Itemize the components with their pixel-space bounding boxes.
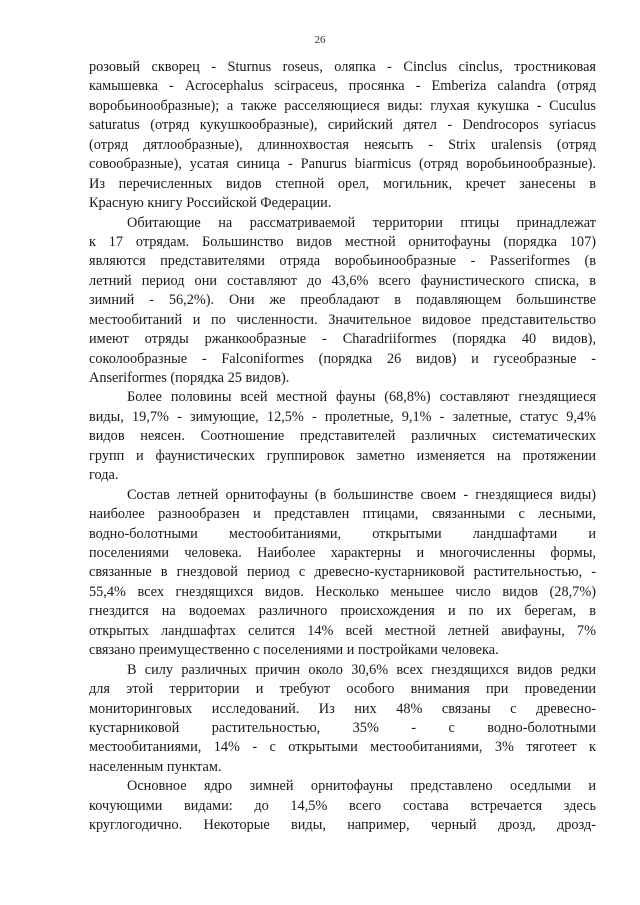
text-line: Из перечисленных видов степной орел, могильник, кречет занесены в xyxy=(89,175,596,192)
text-line: групп и фаунистических группировок заметно изменяется на протяжении xyxy=(89,447,596,464)
text-line: связанные в гнездовой период с древесно-кустарниковой растительностью, - xyxy=(89,564,596,581)
text-line: Состав летней орнитофауны (в большинстве своем - гнездящиеся виды) xyxy=(127,486,596,503)
text-line: открытых ландшафтах селится 14% всей местной летней авифауны, 7% xyxy=(89,622,596,639)
text-line: Основное ядро зимней орнитофауны представлено оседлыми и xyxy=(127,778,596,795)
text-line: гнездится на водоемах различного происхождения и по их берегам, в xyxy=(89,603,596,620)
paragraph xyxy=(89,214,596,389)
text-line: совообразные), усатая синица - Panurus biarmicus (отряд воробьинообразные). xyxy=(89,156,596,173)
text-line: saturatus (отряд кукушкообразные), сирийский дятел - Dendrocopos syriacus xyxy=(89,117,596,134)
text-line: В силу различных причин около 30,6% всех гнездящихся видов редки xyxy=(127,661,596,678)
text-line: Более половины всей местной фауны (68,8%) составляют гнездящиеся xyxy=(127,389,596,406)
text-line: водно-болотными местообитаниями, открытыми ландшафтами и xyxy=(89,525,596,542)
text-line: мониторинговых исследований. Из них 48% связаны с древесно- xyxy=(89,700,596,717)
text-line: круглогодично. Некоторые виды, например, черный дрозд, дрозд- xyxy=(89,817,596,834)
text-line: связано преимущественно с поселениями и постройками человека. xyxy=(89,642,499,659)
paragraph xyxy=(89,661,596,778)
paragraph xyxy=(89,58,596,214)
text-line: воробьинообразные); а также расселяющиеся виды: глухая кукушка - Cuculus xyxy=(89,97,596,114)
text-line: летний период они составляют до 43,6% всего фаунистического списка, в xyxy=(89,272,596,289)
text-line: соколообразные - Falconiformes (порядка 26 видов) и гусеобразные - xyxy=(89,350,596,367)
text-line: Обитающие на рассматриваемой территории птицы принадлежат xyxy=(127,214,596,231)
text-line: Anseriformes (порядка 25 видов). xyxy=(89,370,290,387)
text-line: поселениями человека. Наиболее характерны и многочисленны формы, xyxy=(89,544,596,561)
text-line: к 17 отрядам. Большинство видов местной орнитофауны (порядка 107) xyxy=(89,233,596,250)
text-line: видов неясен. Соотношение представителей различных систематических xyxy=(89,428,596,445)
paragraph xyxy=(89,486,596,661)
page-number: 26 xyxy=(314,34,326,46)
text-line: для этой территории и требуют особого внимания при проведении xyxy=(89,681,596,698)
text-line: зимний - 56,2%). Они же преобладают в подавляющем большинстве xyxy=(89,292,596,309)
text-line: наиболее разнообразен и представлен птицами, связанными с лесными, xyxy=(89,506,596,523)
text-line: камышевка - Acrocephalus scirpaceus, просянка - Emberiza calandra (отряд xyxy=(89,78,596,95)
text-line: Красную книгу Российской Федерации. xyxy=(89,195,332,212)
body-text xyxy=(89,58,596,836)
text-line: местообитаний и по численности. Значительное видовое представительство xyxy=(89,311,596,328)
text-line: кустарниковой растительностью, 35% - с водно-болотными xyxy=(89,719,596,736)
text-line: (отряд дятлообразные), длиннохвостая неясыть - Strix uralensis (отряд xyxy=(89,136,596,153)
text-line: 55,4% всех гнездящихся видов. Несколько меньшее число видов (28,7%) xyxy=(89,583,596,600)
text-line: имеют отряды ржанкообразные - Charadriiformes (порядка 40 видов), xyxy=(89,331,596,348)
text-line: кочующими видами: до 14,5% всего состава встречается здесь xyxy=(89,797,596,814)
text-line: местообитаниями, 14% - с открытыми местообитаниями, 3% тяготеет к xyxy=(89,739,596,756)
paragraph xyxy=(89,388,596,485)
text-line: являются представителями отряда воробьинообразные - Passeriformes (в xyxy=(89,253,596,270)
text-line: розовый скворец - Sturnus roseus, оляпка - Cinclus cinclus, тростниковая xyxy=(89,59,596,75)
text-line: года. xyxy=(89,467,119,484)
text-line: виды, 19,7% - зимующие, 12,5% - пролетные, 9,1% - залетные, статус 9,4% xyxy=(89,408,596,425)
text-line: населенным пунктам. xyxy=(89,758,222,775)
paragraph xyxy=(89,777,596,835)
